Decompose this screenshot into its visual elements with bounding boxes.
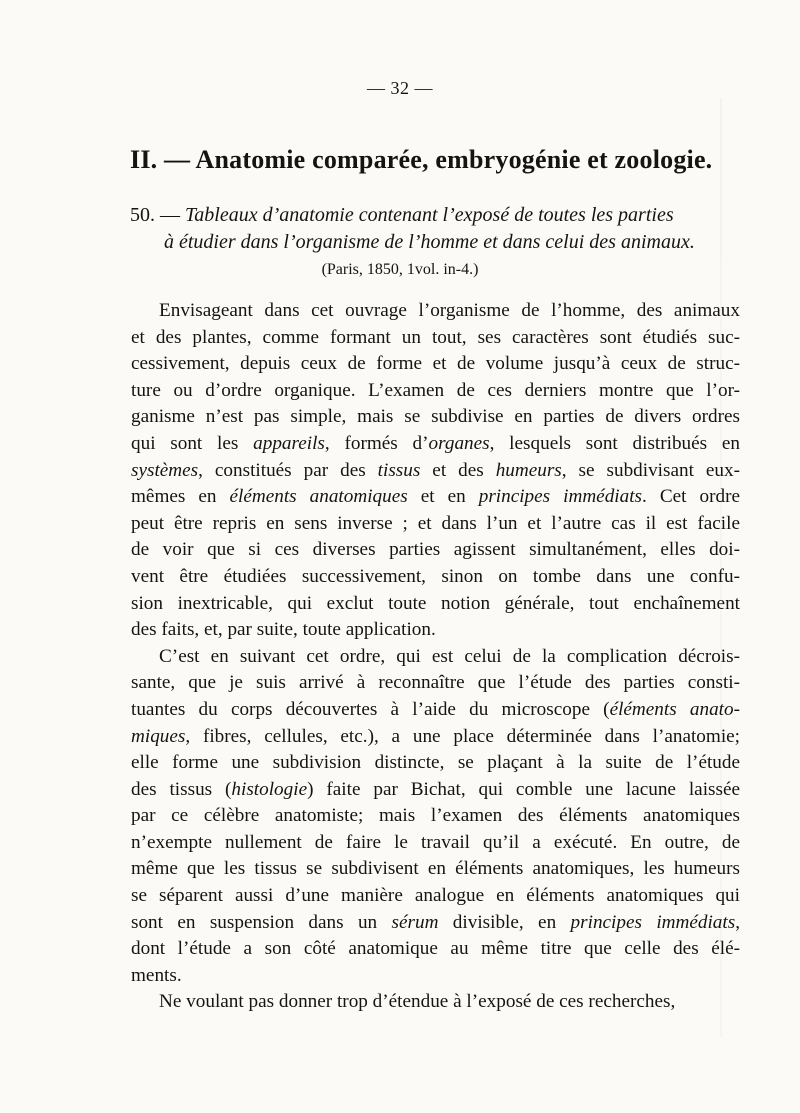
text-run: dont l’étude a son côté anatomique au même titre que celle des élé-	[131, 938, 740, 960]
italic-text: sérum	[391, 911, 439, 933]
text-run: , fibres, cellules, etc.), a une place déterminée dans l’anatomie;	[185, 725, 740, 747]
italic-text: principes immédiats	[570, 911, 736, 933]
text-run: sont en suspension dans un	[131, 911, 392, 933]
text-run: et des plantes, comme formant un tout, ses caractères sont étudiés suc-	[131, 326, 740, 348]
text-run: cessivement, depuis ceux de forme et de volume jusqu’à ceux de struc-	[131, 353, 740, 375]
italic-text: miques	[131, 725, 186, 747]
text-line	[131, 724, 740, 751]
text-run: vent être étudiées successivement, sinon on tombe dans une confu-	[131, 565, 740, 587]
text-line	[131, 963, 740, 990]
text-run: . Cet ordre	[642, 486, 740, 508]
text-line	[131, 298, 740, 325]
text-run: divisible, en	[438, 911, 571, 933]
entry-title-part-1: Tableaux d’anatomie contenant l’exposé de toutes les parties	[185, 204, 674, 226]
text-run: ture ou d’ordre organique. L’examen de ces derniers montre que l’or-	[131, 379, 740, 401]
italic-text: humeurs	[495, 459, 562, 481]
entry-heading-line-1	[130, 202, 740, 229]
text-run: même que les tissus se subdivisent en éléments anatomiques, les humeurs	[131, 858, 740, 880]
text-line	[131, 351, 740, 378]
page-number: — 32 —	[367, 78, 433, 98]
text-line	[131, 830, 740, 857]
paragraph	[131, 989, 740, 1016]
text-line	[131, 777, 740, 804]
text-run: ments.	[131, 964, 182, 986]
text-run: , formés d’	[324, 432, 429, 454]
text-run: et en	[407, 486, 479, 508]
text-line	[131, 325, 740, 352]
text-line	[131, 936, 740, 963]
text-line	[131, 644, 740, 671]
paragraph	[131, 298, 740, 644]
section-heading: II. — Anatomie comparée, embryogénie et zoologie.	[130, 145, 713, 174]
italic-text: histologie	[231, 778, 308, 800]
text-run: sante, que je suis arrivé à reconnaître que l’étude des parties consti-	[131, 672, 740, 694]
text-run: , lesquels sont distribués en	[489, 432, 741, 454]
text-line	[131, 803, 740, 830]
text-run: sion inextricable, qui exclut toute notion générale, tout enchaînement	[131, 592, 740, 614]
entry-heading	[130, 202, 740, 256]
text-run: des faits, et, par suite, toute application.	[131, 619, 436, 641]
italic-text: appareils	[253, 432, 325, 454]
text-run: , se subdivisant eux-	[561, 459, 740, 481]
text-line	[131, 910, 740, 937]
text-run: , constitués par des	[198, 459, 378, 481]
text-line	[131, 458, 740, 485]
italic-text: tissus	[377, 459, 421, 481]
text-run: elle forme une subdivision distincte, se plaçant à la suite de l’étude	[131, 752, 740, 774]
text-line	[131, 591, 740, 618]
text-run: tuantes du corps découvertes à l’aide du microscope (	[131, 698, 610, 720]
text-line	[131, 378, 740, 405]
text-line	[131, 537, 740, 564]
text-line	[131, 511, 740, 538]
text-run: mêmes en	[131, 486, 230, 508]
text-run: n’exempte nullement de faire le travail qu’il a exécuté. En outre, de	[131, 831, 740, 853]
text-line	[131, 989, 740, 1016]
italic-text: éléments anatomiques	[229, 486, 408, 508]
entry-number: 50. —	[130, 204, 180, 226]
italic-text: organes	[428, 432, 490, 454]
publication-details: (Paris, 1850, 1vol. in-4.)	[321, 261, 479, 278]
text-run: ,	[735, 911, 741, 933]
text-run: se séparent aussi d’une manière analogue en éléments anatomiques qui	[131, 885, 740, 907]
text-line	[131, 431, 740, 458]
text-run: qui sont les	[131, 432, 254, 454]
text-run: et des	[420, 459, 496, 481]
paragraph	[131, 644, 740, 990]
text-run: par ce célèbre anatomiste; mais l’examen des éléments anatomiques	[131, 805, 740, 827]
text-run: ) faite par Bichat, qui comble une lacune laissée	[307, 778, 740, 800]
text-run: Envisageant dans cet ouvrage l’organisme de l’homme, des animaux	[159, 300, 740, 321]
text-run: ganisme n’est pas simple, mais se subdivise en parties de divers ordres	[131, 406, 740, 428]
body-text	[131, 298, 740, 1016]
text-run: de voir que si ces diverses parties agissent simultanément, elles doi-	[131, 539, 740, 561]
text-line	[131, 617, 740, 644]
italic-text: systèmes	[131, 459, 199, 481]
text-line	[131, 750, 740, 777]
italic-text: éléments anato-	[609, 698, 740, 720]
text-line	[131, 883, 740, 910]
entry-title-part-2: à étudier dans l’organisme de l’homme et dans celui des animaux.	[164, 231, 695, 253]
text-run: C’est en suivant cet ordre, qui est celui de la complication décrois-	[159, 645, 740, 667]
text-line	[131, 697, 740, 724]
text-run: des tissus (	[131, 778, 232, 800]
text-run: peut être repris en sens inverse ; et dans l’un et l’autre cas il est facile	[131, 512, 740, 534]
text-line	[131, 564, 740, 591]
text-run: Ne voulant pas donner trop d’étendue à l’exposé de ces recherches,	[159, 991, 676, 1013]
text-line	[131, 856, 740, 883]
text-line	[131, 404, 740, 431]
text-line	[131, 484, 740, 511]
italic-text: principes immédiats	[478, 486, 643, 508]
text-line	[131, 670, 740, 697]
